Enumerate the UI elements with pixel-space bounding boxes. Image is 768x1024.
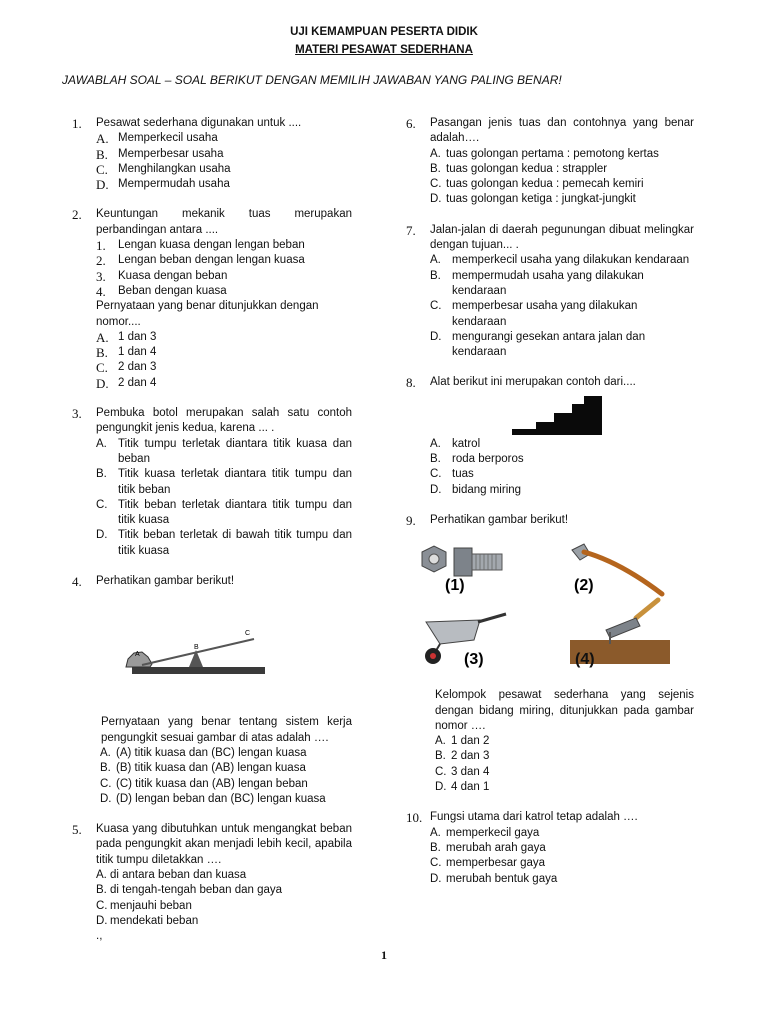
option-key: B. bbox=[96, 468, 107, 481]
fulcrum-triangle bbox=[189, 650, 203, 667]
option-text: Titik beban terletak di bawah titik tumpu dan titik kuasa bbox=[118, 529, 352, 557]
option-key: C. bbox=[96, 360, 108, 376]
option-text: tuas golongan kedua : strappler bbox=[446, 162, 608, 175]
option-key: B. bbox=[430, 269, 441, 282]
option-key: C. bbox=[96, 498, 108, 511]
option-text: 2 dan 3 bbox=[118, 361, 157, 374]
barrow-handle bbox=[478, 614, 506, 622]
option-key: D. bbox=[430, 872, 442, 885]
option-key: D. bbox=[435, 781, 447, 794]
question-number: 7. bbox=[406, 222, 416, 238]
hammer-handle bbox=[636, 600, 658, 618]
figure-label-3: (3) bbox=[464, 651, 484, 669]
answer-option[interactable] bbox=[96, 177, 352, 192]
answer-option[interactable] bbox=[96, 914, 352, 929]
option-key: D. bbox=[96, 177, 109, 193]
answer-option[interactable] bbox=[96, 360, 352, 375]
item-text: Beban dengan kuasa bbox=[118, 284, 227, 297]
question-number: 8. bbox=[406, 375, 416, 391]
option-key: A. bbox=[430, 826, 441, 839]
option-text: mengurangi gesekan antara jalan dan kendaraan bbox=[452, 330, 646, 359]
option-key: C. bbox=[430, 300, 442, 313]
exam-subtitle: MATERI PESAWAT SEDERHANA bbox=[295, 44, 473, 56]
answer-option[interactable] bbox=[430, 452, 694, 467]
answer-option[interactable] bbox=[100, 761, 352, 776]
option-key: A. bbox=[96, 868, 107, 881]
answer-option[interactable] bbox=[96, 498, 352, 529]
option-key: C. bbox=[430, 468, 442, 481]
option-text: tuas golongan pertama : pemotong kertas bbox=[446, 147, 659, 160]
barrow-hub bbox=[430, 653, 436, 659]
figure-label-4: (4) bbox=[575, 651, 595, 669]
option-text: bidang miring bbox=[452, 483, 522, 496]
stray-mark: ., bbox=[96, 930, 103, 943]
question-stem: Keuntungan mekanik tuas merupakan perbandingan antara .... bbox=[96, 208, 352, 236]
answer-option[interactable] bbox=[96, 868, 352, 883]
option-key: A. bbox=[430, 437, 441, 450]
answer-option[interactable] bbox=[430, 147, 694, 162]
lever-diagram bbox=[72, 601, 352, 691]
answer-option[interactable] bbox=[96, 131, 352, 146]
option-text: Memperkecil usaha bbox=[118, 132, 218, 145]
question-stem: Alat berikut ini merupakan contoh dari.... bbox=[430, 376, 636, 389]
option-text: Titik tumpu terletak diantara titik kuasa dan beban bbox=[118, 437, 352, 465]
option-key: A. bbox=[96, 131, 109, 147]
option-text: mempermudah usaha yang dilakukan kendaraan bbox=[452, 269, 644, 297]
question-stem: Fungsi utama dari katrol tetap adalah …. bbox=[430, 811, 638, 824]
option-key: B. bbox=[96, 146, 108, 162]
option-key: D. bbox=[96, 914, 108, 927]
question-4 bbox=[72, 574, 352, 807]
option-key: D. bbox=[430, 330, 442, 343]
option-text: di tengah-tengah beban dan gaya bbox=[110, 884, 283, 897]
option-key: C. bbox=[435, 765, 447, 778]
option-key: A. bbox=[430, 147, 441, 160]
option-key: B. bbox=[430, 453, 441, 466]
exam-title: UJI KEMAMPUAN PESERTA DIDIK bbox=[290, 26, 478, 38]
answer-option[interactable] bbox=[430, 467, 694, 482]
question-stem: Pembuka botol merupakan salah satu contoh pengungkit jenis kedua, karena ... . bbox=[96, 407, 352, 435]
answer-option[interactable] bbox=[430, 841, 694, 856]
option-text: memperkecil usaha yang dilakukan kendaraan bbox=[452, 254, 690, 267]
option-text: Titik beban terletak diantara titik tumpu dan titik kuasa bbox=[118, 498, 352, 527]
question-5 bbox=[72, 822, 352, 943]
answer-option[interactable] bbox=[96, 467, 352, 498]
option-text: menjauhi beban bbox=[110, 899, 192, 912]
option-text: tuas bbox=[452, 468, 474, 481]
statement-item bbox=[96, 284, 352, 299]
question-stem: Perhatikan gambar berikut! bbox=[430, 513, 569, 526]
option-text: merubah bentuk gaya bbox=[446, 872, 558, 885]
option-text: 3 dan 4 bbox=[451, 765, 490, 778]
question-number: 6. bbox=[406, 116, 416, 131]
option-text: (B) titik kuasa dan (AB) lengan kuasa bbox=[116, 762, 306, 775]
question-stem: Jalan-jalan di daerah pegunungan dibuat melingkar dengan tujuan... . bbox=[430, 223, 694, 252]
right-column bbox=[406, 116, 694, 887]
option-key: B. bbox=[430, 841, 441, 854]
page-number: 1 bbox=[381, 948, 387, 962]
option-text: (C) titik kuasa dan (AB) lengan beban bbox=[116, 777, 308, 790]
answer-option[interactable] bbox=[96, 528, 352, 559]
option-key: B. bbox=[435, 750, 446, 763]
option-key: C. bbox=[430, 857, 442, 870]
question-10 bbox=[406, 810, 694, 886]
option-text: 1 dan 4 bbox=[118, 346, 157, 359]
bolt-shank bbox=[472, 554, 502, 570]
option-key: B. bbox=[100, 762, 111, 775]
option-text: (A) titik kuasa dan (BC) lengan kuasa bbox=[116, 746, 307, 759]
question-stem: Kuasa yang dibutuhkan untuk mengangkat beban pada pengungkit akan menjadi lebih kecil, apabila titik tumpu diletakkan …. bbox=[96, 823, 352, 866]
option-text: 4 dan 1 bbox=[451, 781, 490, 794]
nut-hole bbox=[429, 554, 439, 564]
statement-item bbox=[96, 269, 352, 284]
hammer-picture bbox=[570, 600, 670, 668]
option-key: D. bbox=[96, 529, 108, 542]
question-number: 2. bbox=[72, 207, 82, 223]
question-number: 4. bbox=[72, 574, 82, 590]
option-text: Menghilangkan usaha bbox=[118, 162, 231, 175]
bolt-head bbox=[454, 548, 472, 576]
question-number: 1. bbox=[72, 116, 82, 131]
option-key: A. bbox=[96, 329, 109, 345]
option-text: tuas golongan kedua : pemecah kemiri bbox=[446, 178, 644, 191]
option-text: mendekati beban bbox=[110, 914, 199, 927]
option-text: memperbesar usaha yang dilakukan kendaraan bbox=[452, 300, 638, 328]
answer-option[interactable] bbox=[100, 746, 352, 761]
answer-option[interactable] bbox=[96, 437, 352, 468]
option-text: merubah arah gaya bbox=[446, 841, 546, 854]
answer-option[interactable] bbox=[430, 330, 694, 361]
hammer-head bbox=[606, 618, 640, 638]
item-text: Lengan beban dengan lengan kuasa bbox=[118, 254, 305, 267]
answer-option[interactable] bbox=[430, 872, 694, 887]
option-key: A. bbox=[430, 254, 441, 267]
item-key: 4. bbox=[96, 283, 106, 299]
wheelbarrow-picture bbox=[425, 614, 506, 668]
answer-option[interactable] bbox=[430, 192, 694, 207]
question-number: 9. bbox=[406, 512, 416, 528]
option-key: B. bbox=[96, 345, 108, 361]
option-text: 2 dan 4 bbox=[118, 376, 157, 389]
question-number: 3. bbox=[72, 406, 82, 422]
point-b-label: B bbox=[194, 644, 199, 652]
option-text: 2 dan 3 bbox=[451, 750, 490, 763]
question-substem: Pernyataan yang benar tentang sistem kerja pengungkit sesuai gambar di atas adalah …. bbox=[101, 716, 352, 744]
tools-figure bbox=[400, 540, 688, 674]
question-stem: Pesawat sederhana digunakan untuk .... bbox=[96, 117, 302, 129]
question-number: 10. bbox=[406, 810, 423, 826]
option-key: D. bbox=[100, 792, 112, 805]
statement-item bbox=[96, 253, 352, 268]
bolt-nut-picture bbox=[422, 546, 502, 594]
answer-option[interactable] bbox=[430, 162, 694, 177]
barrow-tray bbox=[426, 620, 480, 644]
option-key: C. bbox=[430, 178, 442, 191]
option-key: A. bbox=[100, 746, 111, 759]
answer-option[interactable] bbox=[430, 826, 694, 841]
option-key: B. bbox=[96, 884, 107, 897]
answer-option[interactable] bbox=[96, 162, 352, 177]
item-text: Kuasa dengan beban bbox=[118, 269, 228, 282]
item-key: 1. bbox=[96, 238, 106, 254]
option-text: memperkecil gaya bbox=[446, 826, 540, 839]
option-key: D. bbox=[96, 375, 109, 391]
option-key: A. bbox=[435, 735, 446, 748]
answer-option[interactable] bbox=[435, 780, 694, 795]
option-text: tuas golongan ketiga : jungkat-jungkit bbox=[446, 193, 636, 206]
answer-option[interactable] bbox=[430, 483, 694, 498]
answer-option[interactable] bbox=[96, 147, 352, 162]
figure-label-2: (2) bbox=[574, 577, 594, 595]
question-substem: Kelompok pesawat sederhana yang sejenis dengan bidang miring, ditunjukkan pada gambar nomor …. bbox=[435, 689, 694, 732]
axe-handle bbox=[584, 552, 662, 594]
question-2 bbox=[72, 207, 352, 391]
answer-option[interactable] bbox=[96, 330, 352, 345]
option-key: D. bbox=[430, 193, 442, 206]
point-a-label: A bbox=[135, 651, 140, 659]
option-text: 1 dan 3 bbox=[118, 330, 157, 343]
item-text: Lengan kuasa dengan lengan beban bbox=[118, 239, 305, 252]
axe-picture bbox=[572, 544, 662, 594]
option-key: C. bbox=[96, 899, 108, 912]
point-c-label: C bbox=[245, 630, 251, 638]
answer-option[interactable] bbox=[96, 899, 352, 914]
question-3 bbox=[72, 406, 352, 559]
answer-option[interactable] bbox=[435, 765, 694, 780]
answer-option[interactable] bbox=[96, 883, 352, 898]
question-7 bbox=[406, 223, 694, 361]
staircase-shape bbox=[512, 396, 602, 435]
answer-option[interactable] bbox=[435, 749, 694, 764]
answer-option[interactable] bbox=[430, 269, 694, 300]
option-key: C. bbox=[96, 161, 108, 177]
item-key: 2. bbox=[96, 253, 106, 269]
option-key: A. bbox=[96, 437, 107, 450]
answer-option[interactable] bbox=[96, 376, 352, 391]
question-6 bbox=[406, 116, 694, 208]
option-text: roda berporos bbox=[452, 453, 524, 466]
option-text: 1 dan 2 bbox=[451, 735, 490, 748]
answer-option[interactable] bbox=[430, 299, 694, 330]
option-text: Titik kuasa terletak diantara titik tumpu dan titik beban bbox=[118, 468, 352, 496]
option-text: Memperbesar usaha bbox=[118, 147, 224, 160]
option-text: katrol bbox=[452, 437, 481, 450]
answer-option[interactable] bbox=[435, 734, 694, 749]
option-key: B. bbox=[430, 162, 441, 175]
answer-option[interactable] bbox=[100, 792, 352, 807]
instruction-text: JAWABLAH SOAL – SOAL BERIKUT DENGAN MEMILIH JAWABAN YANG PALING BENAR! bbox=[62, 73, 562, 87]
staircase-icon bbox=[406, 391, 694, 437]
item-key: 3. bbox=[96, 268, 106, 284]
figure-label-1: (1) bbox=[445, 577, 465, 595]
question-stem: Pasangan jenis tuas dan contohnya yang benar adalah…. bbox=[430, 117, 694, 145]
question-stem: Perhatikan gambar berikut! bbox=[96, 575, 235, 588]
statement-item bbox=[96, 238, 352, 253]
question-substem: Pernyataan yang benar ditunjukkan dengan nomor.... bbox=[96, 300, 319, 328]
ground-bar bbox=[132, 667, 265, 674]
answer-option[interactable] bbox=[96, 345, 352, 360]
option-key: C. bbox=[100, 777, 112, 790]
option-key: D. bbox=[430, 483, 442, 496]
question-9 bbox=[406, 513, 694, 795]
left-column bbox=[72, 116, 352, 943]
question-number: 5. bbox=[72, 822, 82, 838]
option-text: Mempermudah usaha bbox=[118, 178, 230, 191]
answer-option[interactable] bbox=[430, 856, 694, 871]
option-text: memperbesar gaya bbox=[446, 857, 546, 870]
question-1 bbox=[72, 116, 352, 192]
question-8 bbox=[406, 375, 694, 497]
answer-option[interactable] bbox=[430, 437, 694, 452]
option-text: di antara beban dan kuasa bbox=[110, 868, 247, 881]
answer-option[interactable] bbox=[100, 777, 352, 792]
option-text: (D) lengan beban dan (BC) lengan kuasa bbox=[116, 792, 326, 805]
answer-option[interactable] bbox=[430, 253, 694, 268]
answer-option[interactable] bbox=[430, 177, 694, 192]
